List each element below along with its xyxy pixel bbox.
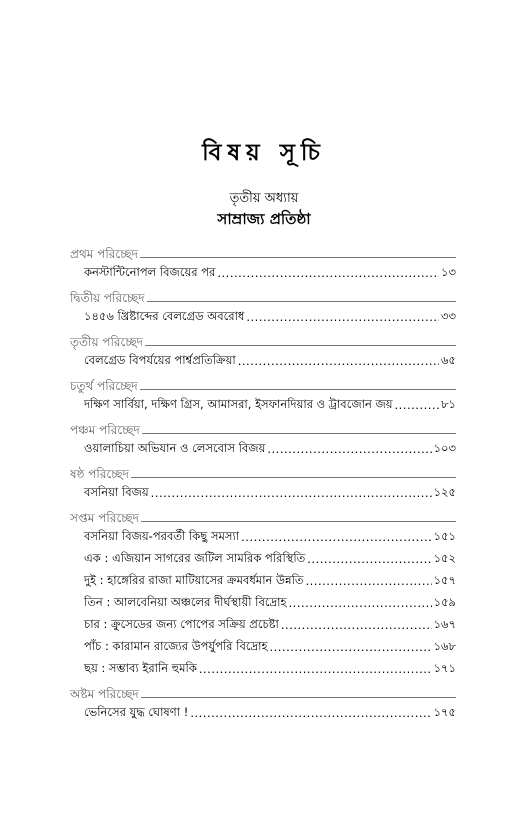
dot-leader [199,662,432,676]
entry-page-number: ৮১ [441,396,456,411]
entry-label: দুই : হাঙ্গেরির রাজা মাটিয়াসের ক্রমবর্ধমান উন্নতি [84,572,304,587]
entry-label: দক্ষিণ সার্বিয়া, দক্ষিণ গ্রিস, আমাসরা, ইসফানদিয়ার ও ট্রাবজোন জয় [84,396,393,411]
entry-label: ভেনিসের যুদ্ধ ঘোষণা ! [84,704,189,719]
entry-page-number: ১৩ [441,264,456,279]
entry-page-number: ১৭১ [433,660,456,675]
toc-entry[interactable] [70,482,456,504]
entry-page-number: ১৫৭ [433,572,456,587]
entry-label: ওয়ালাচিয়া অভিযান ও লেসবোস বিজয় [84,440,266,455]
entry-label: বেলগ্রেড বিপর্যয়ের পার্শ্বপ্রতিক্রিয়া [84,352,236,367]
dot-leader [289,596,432,610]
entry-page-number: ১২৫ [433,484,456,499]
toc-entry[interactable] [70,592,456,614]
toc-entry[interactable] [70,548,456,570]
entry-page-number: ১৫২ [433,550,456,565]
dot-leader [270,640,432,654]
section-title: পঞ্চম পরিচ্ছেদ [70,423,140,437]
entry-label: এক : এজিয়ান সাগরের জটিল সামরিক পরিস্থিতি [84,550,306,565]
dot-leader [190,706,431,720]
dot-leader [246,310,439,324]
toc-entry[interactable] [70,306,456,328]
entry-page-number: ৩৩ [441,308,456,323]
entry-page-number: ১৭৫ [433,704,456,719]
page-title: বিষয় সূচি [202,140,326,166]
section-heading [70,284,456,306]
chapter-title: সাম্রাজ্য প্রতিষ্ঠা [217,210,311,228]
dot-leader [281,618,432,632]
toc-entry[interactable] [70,570,456,592]
entry-label: ছয় : সম্ভাব্য ইরানি হুমকি [84,660,197,675]
dot-leader [307,552,431,566]
dot-leader [151,486,432,500]
section-heading [70,416,456,438]
dot-leader [305,574,431,588]
section-heading [70,680,456,702]
toc-entry[interactable] [70,636,456,658]
section-heading [70,460,456,482]
toc-entry[interactable] [70,614,456,636]
toc-entry[interactable] [70,438,456,460]
section-heading [70,240,456,262]
section-heading [70,372,456,394]
entry-page-number: ১৫১ [433,528,456,543]
section-title: ষষ্ঠ পরিচ্ছেদ [70,467,129,481]
entry-page-number: ১৬৭ [433,616,456,631]
chapter-label: তৃতীয় অধ্যায় [229,191,299,206]
entry-page-number: ১০৩ [433,440,456,455]
toc-entry[interactable] [70,526,456,548]
section-title: দ্বিতীয় পরিচ্ছেদ [70,291,145,305]
toc-entry[interactable] [70,350,456,372]
section-title: অষ্টম পরিচ্ছেদ [70,687,139,701]
section-title: চতুর্থ পরিচ্ছেদ [70,379,138,393]
section-title: সপ্তম পরিচ্ছেদ [70,511,139,525]
toc-entry[interactable] [70,262,456,284]
entry-label: বসনিয়া বিজয় [84,484,149,499]
entry-label: পাঁচ : কারামান রাজ্যের উপর্যুপরি বিদ্রোহ [84,638,268,653]
entry-label: বসনিয়া বিজয়-পরবর্তী কিছু সমস্যা [84,528,240,543]
entry-page-number: ১৬৮ [433,638,456,653]
section-heading [70,504,456,526]
entry-page-number: ৬৫ [441,352,456,367]
toc-entry[interactable] [70,658,456,680]
entry-label: চার : ক্রুসেডের জন্য পোপের সক্রিয় প্রচেষ্টা [84,616,279,631]
dot-leader [238,354,439,368]
section-title: তৃতীয় পরিচ্ছেদ [70,335,143,349]
toc-entry[interactable] [70,702,456,724]
table-of-contents [70,240,456,724]
section-heading [70,328,456,350]
section-title: প্রথম পরিচ্ছেদ [70,247,138,261]
toc-entry[interactable] [70,394,456,416]
entry-label: ১৪৫৬ খ্রিষ্টাব্দের বেলগ্রেড অবরোধ [84,308,245,323]
dot-leader [241,530,431,544]
dot-leader [395,398,440,412]
entry-label: কনস্টান্টিনোপল বিজয়ের পর [84,264,216,279]
entry-page-number: ১৫৯ [433,594,456,609]
entry-label: তিন : আলবেনিয়া অঞ্চলের দীর্ঘস্থায়ী বিদ্রোহ [84,594,287,609]
dot-leader [267,442,431,456]
dot-leader [217,266,439,280]
